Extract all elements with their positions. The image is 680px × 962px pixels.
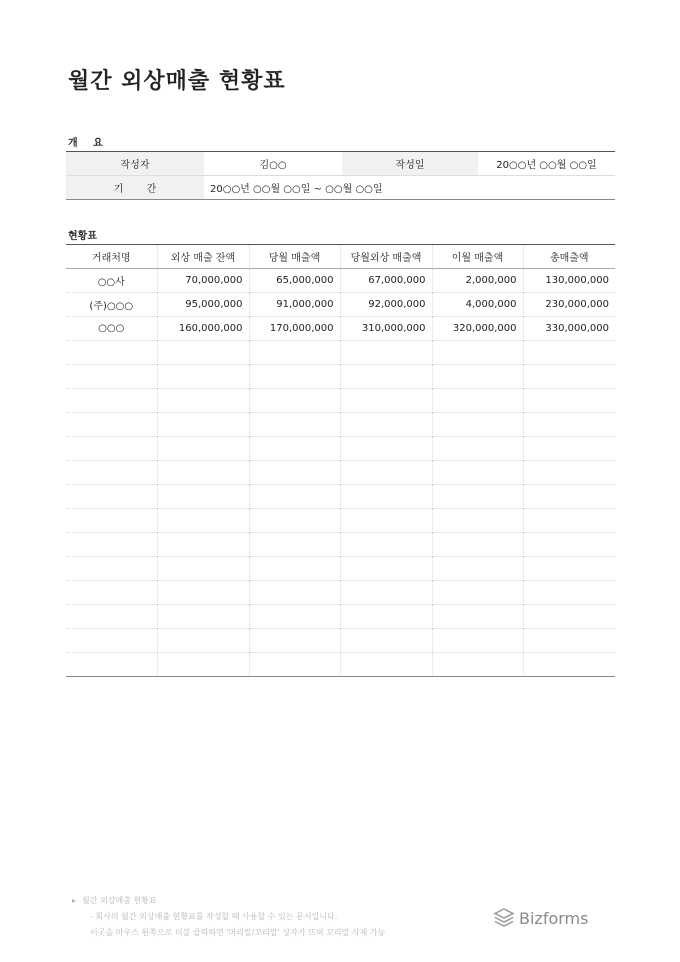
table-cell[interactable]: 91,000,000 [249,293,340,317]
table-row [66,293,615,317]
table-cell[interactable] [340,485,432,509]
table-cell[interactable] [523,365,615,389]
status-table-body [66,269,615,677]
table-cell[interactable]: 4,000,000 [432,293,523,317]
table-row [66,653,615,677]
table-cell[interactable] [432,629,523,653]
table-cell[interactable]: 95,000,000 [157,293,249,317]
column-header: 외상 매출 잔액 [157,245,249,269]
table-cell[interactable] [66,485,157,509]
table-cell[interactable] [432,437,523,461]
triangle-bullet-icon: ▸ [72,896,77,905]
table-cell[interactable] [432,413,523,437]
table-cell[interactable] [249,629,340,653]
table-cell[interactable] [432,533,523,557]
table-cell[interactable] [523,341,615,365]
table-cell[interactable]: (주)○○○ [66,293,157,317]
table-cell[interactable] [66,437,157,461]
overview-row-writer [66,152,615,176]
bizforms-logo [493,908,588,928]
table-cell[interactable] [157,581,249,605]
table-cell[interactable] [523,629,615,653]
table-cell[interactable] [157,485,249,509]
table-cell[interactable] [66,605,157,629]
table-cell[interactable] [432,605,523,629]
date-value: 20○○년 ○○월 ○○일 [496,160,597,171]
table-cell[interactable] [523,605,615,629]
status-heading: 현황표 [68,231,97,242]
table-cell[interactable] [523,557,615,581]
logo-text: Bizforms [519,908,589,928]
table-cell[interactable]: 310,000,000 [340,317,432,341]
table-cell[interactable]: 67,000,000 [340,269,432,293]
table-cell[interactable] [340,653,432,677]
table-cell[interactable]: 130,000,000 [523,269,615,293]
table-cell[interactable] [157,605,249,629]
table-cell[interactable] [340,533,432,557]
table-cell[interactable] [340,509,432,533]
table-cell[interactable] [249,653,340,677]
table-cell[interactable]: 2,000,000 [432,269,523,293]
footer-note [72,893,385,941]
table-cell[interactable] [66,365,157,389]
table-cell[interactable] [157,437,249,461]
table-cell[interactable] [340,605,432,629]
overview-heading: 개 요 [68,138,109,149]
table-cell[interactable] [249,365,340,389]
table-cell[interactable] [249,557,340,581]
footer-line-2: - 회사의 월간 외상매출 현황표를 작성할 때 사용할 수 있는 문서입니다. [90,912,338,921]
table-cell[interactable] [340,461,432,485]
table-cell[interactable] [523,485,615,509]
table-cell[interactable]: 330,000,000 [523,317,615,341]
period-label: 기 간 [66,176,204,200]
writer-value: 김○○ [259,160,287,171]
table-cell[interactable] [432,653,523,677]
table-cell[interactable] [340,557,432,581]
bizforms-logo-icon [493,908,515,928]
table-cell[interactable] [249,533,340,557]
table-cell[interactable] [249,485,340,509]
table-row [66,413,615,437]
table-cell[interactable] [66,341,157,365]
footer-line-1: 월간 외상매출 현황표 [82,896,157,905]
table-cell[interactable] [432,485,523,509]
table-cell[interactable] [432,365,523,389]
table-cell[interactable] [66,461,157,485]
column-header: 이월 매출액 [432,245,523,269]
table-row [66,437,615,461]
table-row [66,389,615,413]
table-cell[interactable] [249,581,340,605]
table-cell[interactable] [523,581,615,605]
table-cell[interactable] [157,629,249,653]
table-cell[interactable]: 70,000,000 [157,269,249,293]
table-cell[interactable]: 160,000,000 [157,317,249,341]
column-header: 당월외상 매출액 [340,245,432,269]
column-header: 당월 매출액 [249,245,340,269]
table-row [66,269,615,293]
table-cell[interactable] [523,413,615,437]
table-cell[interactable] [66,557,157,581]
table-cell[interactable] [432,461,523,485]
table-cell[interactable] [523,461,615,485]
table-cell[interactable] [249,389,340,413]
table-cell[interactable] [523,653,615,677]
table-cell[interactable] [523,509,615,533]
table-cell[interactable]: 65,000,000 [249,269,340,293]
table-row [66,365,615,389]
table-cell[interactable] [340,365,432,389]
column-header: 총매출액 [523,245,615,269]
table-cell[interactable] [249,605,340,629]
table-cell[interactable] [340,629,432,653]
table-cell[interactable] [157,533,249,557]
table-cell[interactable] [157,341,249,365]
table-cell[interactable] [249,437,340,461]
table-cell[interactable] [157,389,249,413]
table-cell[interactable] [523,437,615,461]
overview-row-period [66,176,615,200]
column-header: 거래처명 [66,245,157,269]
table-cell[interactable] [249,341,340,365]
table-cell[interactable] [249,413,340,437]
table-row [66,341,615,365]
table-row [66,461,615,485]
table-cell[interactable]: ○○○ [66,317,157,341]
status-header-row [66,245,615,269]
table-cell[interactable] [340,581,432,605]
table-cell[interactable] [523,389,615,413]
table-row [66,557,615,581]
table-row [66,629,615,653]
date-label: 작성일 [342,152,478,176]
table-cell[interactable] [157,509,249,533]
overview-table [66,151,615,200]
table-cell[interactable] [66,653,157,677]
table-cell[interactable] [432,509,523,533]
table-cell[interactable] [432,581,523,605]
status-table [66,244,615,677]
table-cell[interactable] [340,413,432,437]
table-row [66,581,615,605]
table-cell[interactable] [157,461,249,485]
table-row [66,317,615,341]
writer-label: 작성자 [66,152,204,176]
table-cell[interactable] [432,389,523,413]
table-row [66,533,615,557]
period-value: 20○○년 ○○월 ○○일 ~ ○○월 ○○일 [204,176,615,200]
table-cell[interactable]: 170,000,000 [249,317,340,341]
table-cell[interactable] [340,389,432,413]
table-cell[interactable] [157,413,249,437]
table-row [66,509,615,533]
table-cell[interactable]: 320,000,000 [432,317,523,341]
table-cell[interactable]: 230,000,000 [523,293,615,317]
page-title: 월간 외상매출 현황표 [68,69,286,94]
table-cell[interactable] [249,509,340,533]
table-cell[interactable] [432,341,523,365]
table-cell[interactable] [249,461,340,485]
table-cell[interactable] [66,509,157,533]
table-cell[interactable] [66,629,157,653]
table-cell[interactable] [157,365,249,389]
table-cell[interactable] [66,533,157,557]
table-cell[interactable]: 92,000,000 [340,293,432,317]
table-row [66,485,615,509]
table-cell[interactable] [432,557,523,581]
table-cell[interactable] [66,413,157,437]
table-cell[interactable] [340,341,432,365]
table-cell[interactable]: ○○사 [97,277,125,288]
table-cell[interactable] [66,389,157,413]
footer-line-3: 이곳을 마우스 왼쪽으로 더블 클릭하면 '머리말/꼬리말' 상자가 뜨며 꼬리말 삭제 가능 [90,928,386,937]
table-cell[interactable] [340,437,432,461]
table-cell[interactable] [157,653,249,677]
table-row [66,605,615,629]
table-cell[interactable] [157,557,249,581]
table-cell[interactable] [66,581,157,605]
table-cell[interactable] [523,533,615,557]
